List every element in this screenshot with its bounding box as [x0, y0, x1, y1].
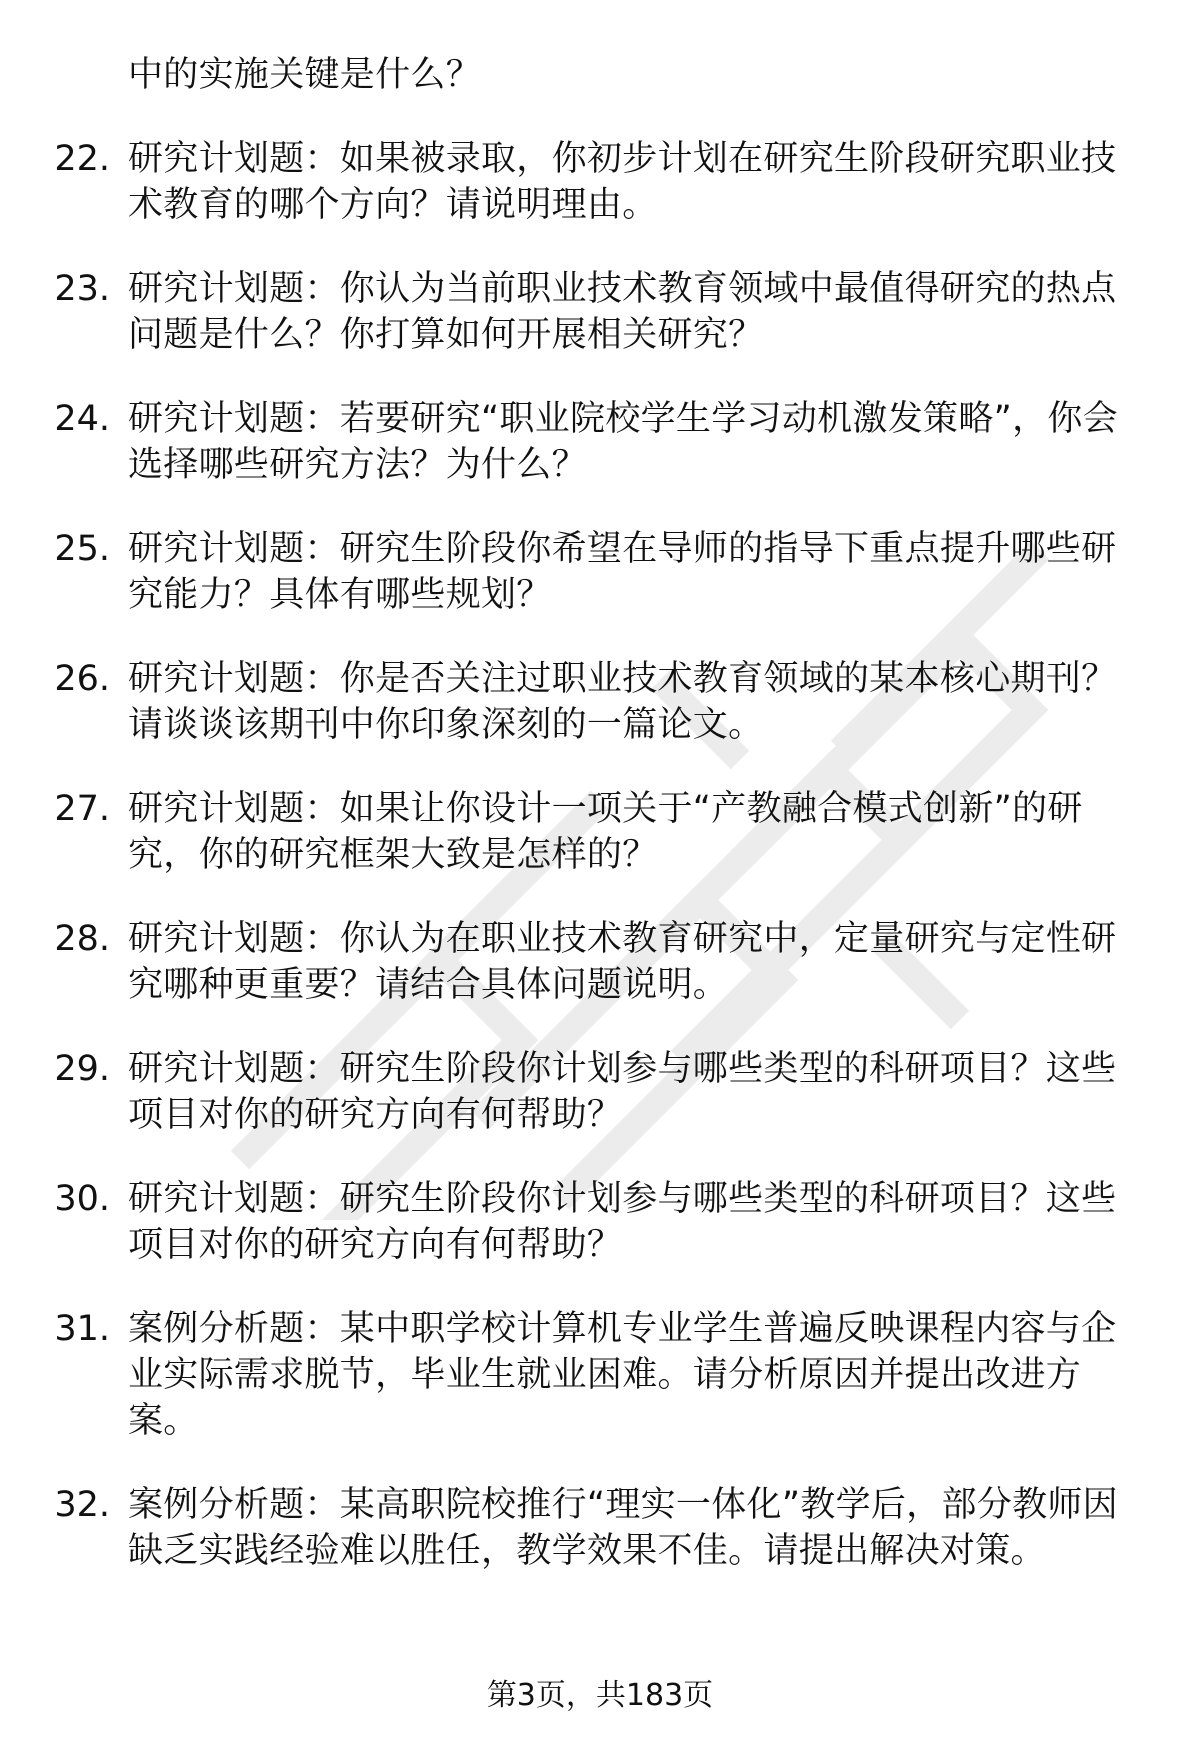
question-number: 23. [54, 269, 110, 309]
question-number: 22. [54, 139, 110, 179]
question-text: 研究计划题：研究生阶段你希望在导师的指导下重点提升哪些研究能力？具体有哪些规划？ [128, 529, 1117, 615]
question-number: 27. [54, 789, 110, 829]
question-item [0, 266, 1200, 358]
question-number: 25. [54, 529, 110, 569]
question-text: 研究计划题：你认为当前职业技术教育领域中最值得研究的热点问题是什么？你打算如何开展相关研究？ [128, 269, 1117, 355]
question-item [0, 656, 1200, 748]
question-item [0, 396, 1200, 488]
continued-question-text: 中的实施关键是什么？ [128, 55, 482, 95]
question-number: 29. [54, 1049, 110, 1089]
question-number: 26. [54, 659, 110, 699]
question-text: 案例分析题：某中职学校计算机专业学生普遍反映课程内容与企业实际需求脱节，毕业生就业困难。请分析原因并提出改进方案。 [128, 1309, 1117, 1441]
question-item [0, 1306, 1200, 1444]
question-number: 32. [54, 1485, 110, 1525]
question-number: 24. [54, 399, 110, 439]
page-footer: 第3页，共183页 [486, 1678, 714, 1713]
question-number: 31. [54, 1309, 110, 1349]
question-number: 30. [54, 1179, 110, 1219]
question-item [0, 526, 1200, 618]
question-text: 案例分析题：某高职院校推行“理实一体化”教学后，部分教师因缺乏实践经验难以胜任，教学效果不佳。请提出解决对策。 [128, 1485, 1118, 1571]
question-text: 研究计划题：你认为在职业技术教育研究中，定量研究与定性研究哪种更重要？请结合具体问题说明。 [128, 919, 1117, 1005]
question-text: 研究计划题：研究生阶段你计划参与哪些类型的科研项目？这些项目对你的研究方向有何帮助？ [128, 1179, 1117, 1265]
question-list [0, 52, 1200, 1612]
question-item [0, 136, 1200, 228]
question-number: 28. [54, 919, 110, 959]
question-text: 研究计划题：如果被录取，你初步计划在研究生阶段研究职业技术教育的哪个方向？请说明理由。 [128, 139, 1117, 225]
question-text: 研究计划题：若要研究“职业院校学生学习动机激发策略”，你会选择哪些研究方法？为什么？ [128, 399, 1118, 485]
question-text: 研究计划题：如果让你设计一项关于“产教融合模式创新”的研究，你的研究框架大致是怎样的？ [128, 789, 1083, 875]
question-item [0, 1482, 1200, 1574]
question-item [0, 916, 1200, 1008]
question-item [0, 786, 1200, 878]
question-item [0, 1046, 1200, 1138]
question-item [0, 1176, 1200, 1268]
question-text: 研究计划题：你是否关注过职业技术教育领域的某本核心期刊？请谈谈该期刊中你印象深刻的一篇论文。 [128, 659, 1117, 745]
question-text: 研究计划题：研究生阶段你计划参与哪些类型的科研项目？这些项目对你的研究方向有何帮助？ [128, 1049, 1117, 1135]
